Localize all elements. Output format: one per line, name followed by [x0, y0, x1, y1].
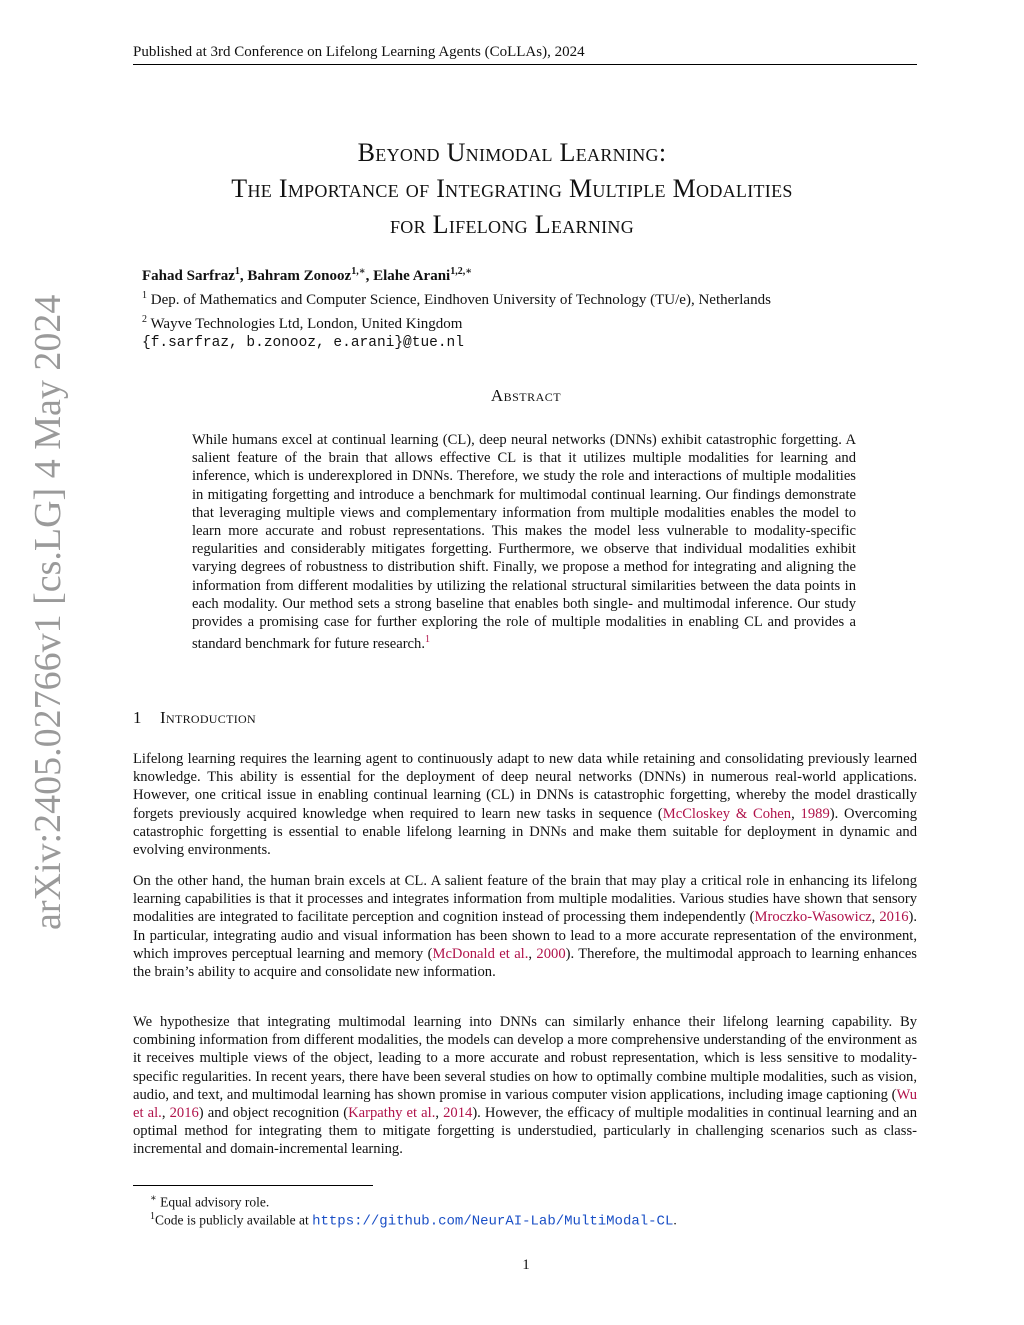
author-2: Bahram Zonooz — [247, 268, 352, 284]
author-emails: {f.sarfraz, b.zonooz, e.arani}@tue.nl — [142, 335, 464, 351]
arxiv-identifier[interactable]: arXiv:2405.02766v1 [cs.LG] 4 May 2024 — [27, 294, 69, 930]
title-line-3: for Lifelong Learning — [389, 210, 635, 239]
title-line-1: Beyond Unimodal Learning: — [357, 138, 667, 167]
paragraph-text: ). In particular, integrating audio and visual information has been shown to lead to a more accurate representation of the environment, which improves perceptual learning and memory ( — [133, 909, 918, 962]
author-3-affil: 1,2,∗ — [450, 266, 473, 277]
paragraph-text: We hypothesize that integrating multimodal learning into DNNs can similarly enhance their lifelong learning capability. By combining information from different modalities, the models can develop a more comprehensive understanding of the environment as it receives multiple views of the object, leading to a more accurate and robust representation, which is less sensitive to modality-specific regularities. In recent years, there have been several studies on how to optimally combine multiple modalities, such as vision, audio, and text, and multimodal learning has shown promise in various computer vision applications, including image captioning ( — [133, 1014, 917, 1103]
intro-paragraph-2 — [133, 872, 917, 981]
paragraph-text: ). However, the efficacy of multiple modalities in continual learning and an optimal method for integrating them to mitigate forgetting is understudied, particularly in challenging scenarios such as class-incremental and domain-incremental learning. — [133, 1105, 918, 1158]
paragraph-text: ). Overcoming catastrophic forgetting is essential to enable lifelong learning in DNNs and make them suitable for deployment in dynamic and evolving environments. — [133, 805, 917, 859]
affiliation-1 — [142, 286, 902, 310]
citation-sep: , — [791, 805, 801, 822]
paragraph-text: On the other hand, the human brain excels at CL. A salient feature of the brain that may play a critical role in enhancing its lifelong learning capabilities is that it processes and integrates information from multiple modalities. Various studies have shown that sensory modalities are integrated to facilitate perception and cognition instead of processing them independently ( — [133, 873, 917, 926]
citation-year-link[interactable]: 2014 — [443, 1105, 473, 1122]
author-block — [142, 262, 902, 353]
abstract-body — [192, 431, 856, 653]
section-title: Introduction — [160, 708, 256, 727]
citation-year-link[interactable]: 1989 — [800, 805, 830, 822]
citation-link[interactable]: Mroczko-Wasowicz — [754, 909, 872, 926]
citation-sep: , — [435, 1105, 444, 1122]
author-1: Fahad Sarfraz — [142, 268, 235, 284]
footnote-divider — [133, 1185, 373, 1186]
affiliation-1-text: Dep. of Mathematics and Computer Science, Eindhoven University of Technology (TU/e), Netherlands — [147, 292, 771, 308]
running-header: Published at 3rd Conference on Lifelong Learning Agents (CoLLAs), 2024 — [133, 44, 917, 65]
affiliation-2-mark: 2 — [142, 314, 147, 325]
citation-link[interactable]: McDonald et al. — [432, 945, 529, 962]
affiliation-2 — [142, 310, 902, 334]
paragraph-text: Lifelong learning requires the learning agent to continuously adapt to new data while retaining and consolidating previously learned knowledge. This ability is essential for the deployment of deep neural networks (DNNs) in numerous real-world applications. However, one critical issue in enabling continual learning (CL) in DNNs is catastrophic forgetting, whereby the model drastically forgets previously acquired knowledge when required to learn new tasks in sequence ( — [133, 751, 917, 822]
paper-title — [120, 135, 904, 243]
citation-sep: , — [528, 945, 537, 962]
citation-year-link[interactable]: 2000 — [536, 945, 566, 962]
citation-year-link[interactable]: 2016 — [169, 1105, 199, 1122]
author-2-affil: 1,∗ — [351, 266, 366, 277]
author-3: Elahe Arani — [373, 268, 451, 284]
paragraph-text: ). Therefore, the multimodal approach to learning enhances the brain’s ability to acquire and consolidate new information. — [133, 945, 917, 981]
abstract-heading: Abstract — [490, 386, 562, 405]
citation-link[interactable]: Wu et al. — [133, 1086, 917, 1122]
citation-link[interactable]: Karpathy et al. — [348, 1105, 436, 1122]
author-1-affil: 1 — [234, 266, 240, 277]
footnote-code — [150, 1208, 910, 1231]
section-heading-introduction — [133, 708, 256, 728]
citation-sep: , — [161, 1105, 170, 1122]
footnote-text: Code is publicly available at — [155, 1212, 313, 1228]
citation-sep: , — [871, 909, 880, 926]
citation-year-link[interactable]: 2016 — [879, 909, 909, 926]
title-line-2: The Importance of Integrating Multiple Modalities — [231, 174, 793, 203]
author-sep: , — [239, 268, 248, 284]
footnote-text: Equal advisory role. — [156, 1194, 270, 1210]
affiliation-1-mark: 1 — [142, 290, 147, 301]
author-names — [142, 262, 902, 286]
footnote-end: . — [673, 1212, 677, 1228]
footnote-mark: 1 — [150, 1211, 155, 1222]
footnote-mark: ∗ — [150, 1193, 157, 1204]
code-repository-link[interactable]: https://github.com/NeurAI-Lab/MultiModal-CL — [312, 1213, 674, 1230]
author-sep: , — [365, 268, 374, 284]
intro-paragraph-3 — [133, 1013, 917, 1159]
paragraph-text: ) and object recognition ( — [198, 1105, 349, 1122]
intro-paragraph-1 — [133, 750, 917, 859]
section-number: 1 — [133, 708, 142, 727]
abstract-text: While humans excel at continual learning (CL), deep neural networks (DNNs) exhibit catastrophic forgetting. A salient feature of the brain that allows effective CL is that it utilizes multiple modalities for learning and inference, which is underexplored in DNNs. Therefore, we study the role and interactions of multiple modalities in mitigating forgetting and introduce a benchmark for multimodal continual learning. Our findings demonstrate that leveraging multiple views and complementary information from multiple modalities enables the model to learn more accurate and robust representations. This makes the model less vulnerable to modality-specific regularities and considerably mitigates forgetting. Furthermore, we observe that individual modalities exhibit varying degrees of robustness to distribution shift. Finally, we propose a method for integrating and aligning the information from different modalities by utilizing the relational structural similarities between the data points in each modality. Our method sets a strong baseline that enables both single- and multimodal inference. Our study provides a promising case for further exploring the role of multiple modalities in enabling CL and provides a standard benchmark for future research. — [192, 432, 856, 653]
affiliation-2-text: Wayve Technologies Ltd, London, United Kingdom — [147, 316, 463, 332]
page-number: 1 — [522, 1257, 530, 1273]
abstract-footnote-link[interactable]: 1 — [424, 634, 430, 646]
citation-link[interactable]: McCloskey & Cohen — [662, 805, 792, 822]
